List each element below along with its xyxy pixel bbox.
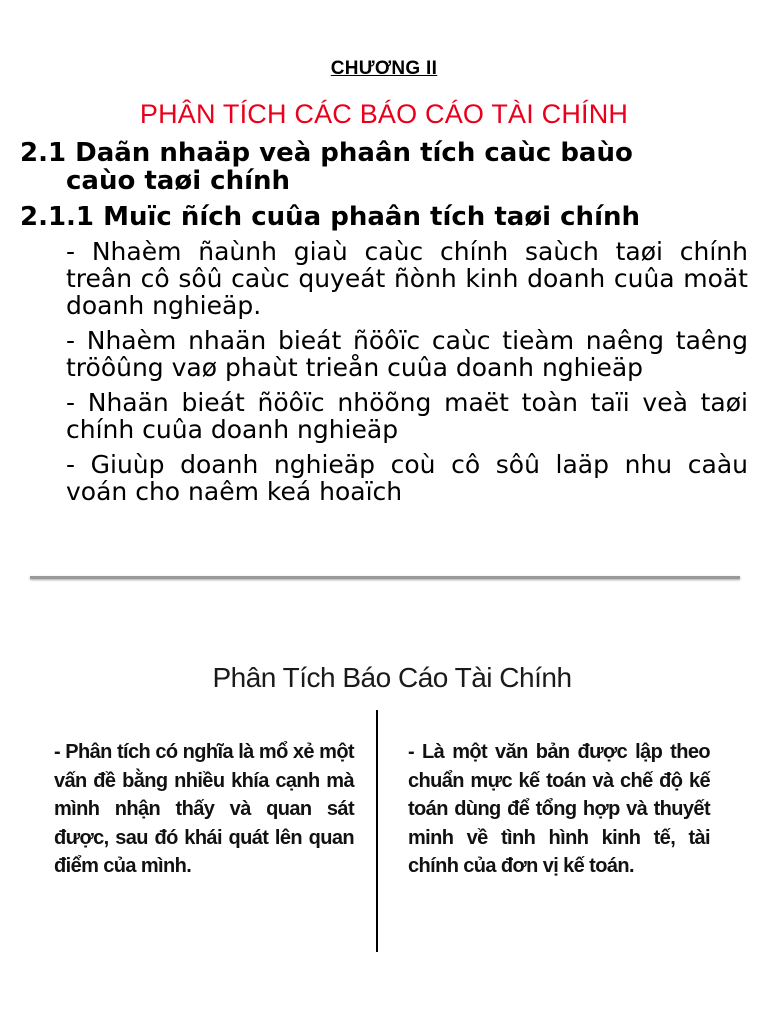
section-heading-2-1-line2: caùo taøi chính xyxy=(66,166,291,196)
bullet-item: - Nhaèm nhaän bieát ñöôïc caùc tieàm naêng taêng tröôûng vaø phaùt trieån cuûa doanh nghieäp xyxy=(66,326,748,382)
right-column-text: - Là một văn bản được lập theo chuẩn mực kế toán và chế độ kế toán dùng để tổng hợp và thuyết minh về tình hình kinh tế, tài chính của đơn vị kế toán. xyxy=(408,741,710,877)
left-column-text: - Phân tích có nghĩa là mổ xẻ một vấn đề bằng nhiều khía cạnh mà mình nhận thấy và quan sát được, sau đó khái quát lên quan điểm của mình. xyxy=(54,741,354,877)
bullet-item: - Nhaèm ñaùnh giaù caùc chính saùch taøi chính treân cô sôû caùc quyeát ñònh kinh doanh cuûa moät doanh nghieäp. xyxy=(66,237,748,320)
chapter-title: PHÂN TÍCH CÁC BÁO CÁO TÀI CHÍNH xyxy=(139,99,629,129)
section-heading-2-1-1: 2.1.1 Muïc ñích cuûa phaân tích taøi chính xyxy=(20,202,641,232)
bullet-list xyxy=(66,238,748,513)
slide-2-title: Phân Tích Báo Cáo Tài Chính xyxy=(212,662,572,693)
section-heading-2-1-line1: 2.1 Daãn nhaäp veà phaân tích caùc baùo xyxy=(20,138,633,168)
bullet-item: - Nhaän bieát ñöôïc nhöõng maët toàn taïi veà taøi chính cuûa doanh nghieäp xyxy=(66,388,748,444)
chapter-label: CHƯƠNG II xyxy=(330,58,438,79)
bullet-item: - Giuùp doanh nghieäp coù cô sôû laäp nhu caàu voán cho naêm keá hoaïch xyxy=(66,450,748,506)
column-divider-line xyxy=(376,710,378,952)
section-heading-2-1 xyxy=(20,139,748,195)
page-divider xyxy=(30,576,740,579)
